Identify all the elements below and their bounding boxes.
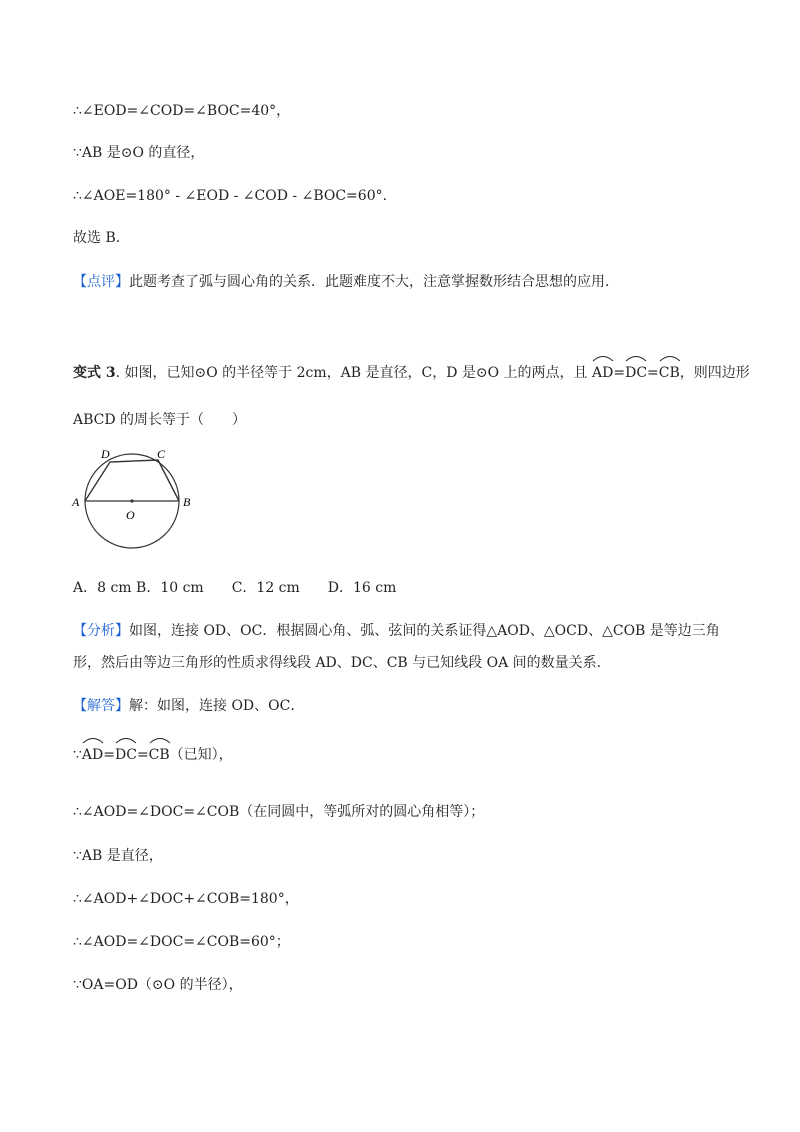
variant-text-b: ，则四边形 [679, 365, 750, 381]
analysis-text-1: 如图，连接 OD、OC．根据圆心角、弧、弦间的关系证得△AOD、△OCD、△COB 是等边三角 [129, 623, 720, 639]
label-c: C [157, 447, 166, 461]
arc-mark-icon [592, 354, 614, 362]
step-4: ∴∠AOD=∠DOC=∠COB=60°； [73, 934, 290, 950]
quadrilateral-abcd [85, 460, 179, 501]
label-a: A [72, 495, 80, 509]
answer-line [73, 696, 304, 716]
eq-1: = [613, 365, 626, 381]
arc-mark-icon [149, 736, 171, 744]
label-d: D [101, 447, 110, 461]
arc-ad: AD [592, 360, 613, 383]
center-point [130, 499, 133, 502]
eq-3: = [103, 747, 115, 763]
line-choose-b: 故选 B. [73, 230, 121, 246]
arc-dc: DC [625, 360, 647, 383]
arc-ad-2: AD [82, 742, 103, 765]
arc-mark-icon [659, 354, 681, 362]
because-symbol: ∵ [73, 747, 82, 763]
circle-figure [70, 442, 210, 560]
arc-dc-2: DC [115, 742, 137, 765]
eq-4: = [136, 747, 149, 763]
arc-mark-icon [82, 736, 104, 744]
comment-tag: 【点评】 [73, 274, 129, 290]
label-o: O [126, 508, 135, 522]
answer-text: 解：如图，连接 OD、OC． [129, 698, 305, 714]
label-b: B [183, 495, 191, 509]
comment-line [73, 272, 619, 292]
analysis-tag: 【分析】 [73, 623, 129, 639]
variant-line [73, 360, 750, 383]
known-text: （已知）， [169, 747, 233, 763]
arc-mark-icon [115, 736, 137, 744]
step-1: ∴∠AOD=∠DOC=∠COB（在同圆中，等弧所对的圆心角相等）； [73, 804, 485, 820]
line-eod: ∴∠EOD=∠COD=∠BOC=40°， [73, 103, 291, 119]
comment-text: 此题考查了弧与圆心角的关系．此题难度不大，注意掌握数形结合思想的应用． [129, 274, 619, 290]
options-line: A．8 cm B．10 cm C．12 cm D．16 cm [73, 580, 397, 596]
step-5: ∵OA=OD（⊙O 的半径）， [73, 977, 243, 993]
eq-2: = [647, 365, 659, 381]
variant-label: 变式 3 [73, 365, 116, 381]
arc-cb: CB [659, 360, 680, 383]
analysis-line-1 [73, 621, 720, 641]
variant-text-a: . 如图，已知⊙O 的半径等于 2cm，AB 是直径，C，D 是⊙O 上的两点，且 [115, 365, 588, 381]
arc-cb-2: CB [149, 742, 170, 765]
arc-mark-icon [625, 354, 647, 362]
step-3: ∴∠AOD+∠DOC+∠COB=180°， [73, 891, 299, 907]
analysis-line-2: 形，然后由等边三角形的性质求得线段 AD、DC、CB 与已知线段 OA 间的数量关系． [73, 655, 611, 671]
because-arcs-line [73, 742, 233, 765]
answer-tag: 【解答】 [73, 698, 129, 714]
line-aoe: ∴∠AOE=180° - ∠EOD - ∠COD - ∠BOC=60°. [73, 188, 388, 204]
variant-line-2: ABCD 的周长等于（ ） [73, 412, 247, 428]
step-2: ∵AB 是直径， [73, 848, 163, 864]
line-ab-diameter: ∵AB 是⊙O 的直径， [73, 145, 205, 161]
